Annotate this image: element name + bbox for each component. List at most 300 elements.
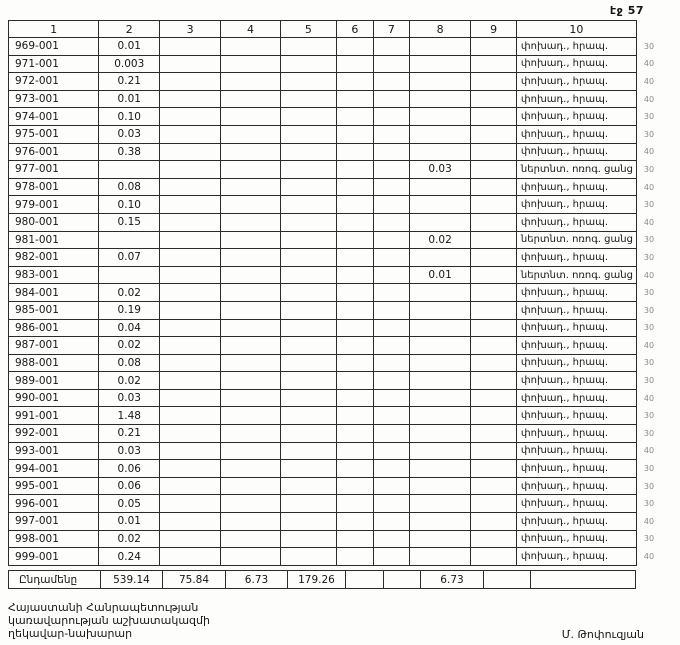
value-cell: [160, 407, 221, 425]
value-cell: [471, 477, 517, 495]
value-cell: 0.02: [409, 231, 471, 249]
value-cell: 0.24: [99, 548, 160, 566]
value-cell: [160, 337, 221, 355]
value-cell: [336, 284, 373, 302]
value-cell: [373, 372, 409, 390]
value-cell: [221, 284, 281, 302]
purpose-cell: փոխադ., հրապ.: [516, 442, 636, 460]
row-code-cell: 984-001: [9, 284, 99, 302]
margin-mark: 30: [643, 200, 655, 210]
purpose-cell: փոխադ., հրապ.: [516, 530, 636, 548]
purpose-cell: փոխադ., հրապ.: [516, 38, 636, 56]
footer-line-1: Հայաստանի Հանրապետության: [8, 601, 199, 614]
purpose-cell: փոխադ., հրապ.: [516, 460, 636, 478]
margin-mark: 30: [643, 305, 655, 315]
margin-mark: 30: [643, 252, 655, 262]
value-cell: 0.21: [99, 73, 160, 91]
row-code-cell: 995-001: [9, 477, 99, 495]
purpose-cell: փոխադ., հրապ.: [516, 407, 636, 425]
margin-mark: 40: [643, 182, 655, 192]
value-cell: [373, 73, 409, 91]
value-cell: 0.02: [99, 284, 160, 302]
value-cell: 0.01: [99, 90, 160, 108]
row-code-cell: 987-001: [9, 337, 99, 355]
table-row: [9, 266, 680, 284]
totals-value-cell: [531, 571, 636, 589]
totals-value-cell: 75.84: [163, 571, 226, 589]
purpose-cell: փոխադ., հրապ.: [516, 477, 636, 495]
footer-line-2: կառավարության աշխատակազմի: [8, 614, 210, 627]
value-cell: [160, 460, 221, 478]
table-row: [9, 196, 680, 214]
value-cell: [373, 337, 409, 355]
purpose-cell: ներտնտ. ոռոգ. ցանց: [516, 161, 636, 179]
value-cell: [373, 477, 409, 495]
purpose-cell: փոխադ., հրապ.: [516, 513, 636, 531]
margin-mark: [636, 571, 680, 589]
value-cell: [160, 196, 221, 214]
value-cell: [409, 125, 471, 143]
value-cell: [221, 530, 281, 548]
value-cell: [160, 213, 221, 231]
value-cell: [373, 354, 409, 372]
value-cell: [373, 231, 409, 249]
margin-mark: 40: [643, 59, 655, 69]
value-cell: [471, 442, 517, 460]
value-cell: [336, 108, 373, 126]
row-code-cell: 983-001: [9, 266, 99, 284]
value-cell: [280, 284, 336, 302]
purpose-cell: փոխադ., հրապ.: [516, 301, 636, 319]
value-cell: 1.48: [99, 407, 160, 425]
value-cell: 0.38: [99, 143, 160, 161]
value-cell: [160, 301, 221, 319]
value-cell: [336, 530, 373, 548]
value-cell: [409, 143, 471, 161]
value-cell: 0.05: [99, 495, 160, 513]
value-cell: [409, 55, 471, 73]
value-cell: [471, 389, 517, 407]
value-cell: [336, 389, 373, 407]
value-cell: 0.03: [99, 442, 160, 460]
value-cell: 0.10: [99, 196, 160, 214]
value-cell: [221, 548, 281, 566]
value-cell: [280, 266, 336, 284]
column-header: 3: [160, 21, 221, 38]
row-code-cell: 993-001: [9, 442, 99, 460]
totals-label-cell: Ընդամենը: [9, 571, 101, 589]
value-cell: [221, 231, 281, 249]
value-cell: [409, 513, 471, 531]
value-cell: 0.06: [99, 477, 160, 495]
purpose-cell: փոխադ., հրապ.: [516, 90, 636, 108]
value-cell: [373, 55, 409, 73]
value-cell: [373, 178, 409, 196]
value-cell: [280, 231, 336, 249]
value-cell: [221, 442, 281, 460]
value-cell: [471, 266, 517, 284]
value-cell: [336, 231, 373, 249]
value-cell: [471, 319, 517, 337]
value-cell: [471, 125, 517, 143]
value-cell: [160, 55, 221, 73]
value-cell: [221, 90, 281, 108]
totals-value-cell: 539.14: [101, 571, 163, 589]
value-cell: [471, 178, 517, 196]
totals-row: [9, 571, 680, 589]
table-row: [9, 407, 680, 425]
table-row: [9, 477, 680, 495]
value-cell: [280, 161, 336, 179]
value-cell: [336, 301, 373, 319]
column-header: 2: [99, 21, 160, 38]
value-cell: [221, 143, 281, 161]
value-cell: [336, 319, 373, 337]
value-cell: [280, 213, 336, 231]
margin-mark: 30: [643, 376, 655, 386]
row-code-cell: 986-001: [9, 319, 99, 337]
purpose-cell: ներտնտ. ոռոգ. ցանց: [516, 231, 636, 249]
row-code-cell: 988-001: [9, 354, 99, 372]
value-cell: 0.02: [99, 337, 160, 355]
table-row: [9, 530, 680, 548]
value-cell: [280, 495, 336, 513]
value-cell: [471, 73, 517, 91]
value-cell: 0.10: [99, 108, 160, 126]
value-cell: [336, 55, 373, 73]
value-cell: [409, 425, 471, 443]
purpose-cell: փոխադ., հրապ.: [516, 319, 636, 337]
value-cell: 0.01: [99, 513, 160, 531]
margin-mark: 30: [643, 411, 655, 421]
value-cell: [160, 125, 221, 143]
margin-mark: 30: [643, 235, 655, 245]
row-code-cell: 999-001: [9, 548, 99, 566]
value-cell: [471, 143, 517, 161]
value-cell: [160, 143, 221, 161]
column-header: 1: [9, 21, 99, 38]
table-row: [9, 354, 680, 372]
margin-mark: 40: [643, 147, 655, 157]
table-row: [9, 108, 680, 126]
value-cell: [280, 38, 336, 56]
value-cell: 0.21: [99, 425, 160, 443]
value-cell: [409, 73, 471, 91]
margin-mark: 40: [643, 270, 655, 280]
column-header: 6: [336, 21, 373, 38]
page-number: էջ 57: [609, 4, 644, 17]
value-cell: [373, 442, 409, 460]
value-cell: [336, 460, 373, 478]
margin-mark: [636, 21, 679, 38]
value-cell: [409, 213, 471, 231]
purpose-cell: փոխադ., հրապ.: [516, 55, 636, 73]
purpose-cell: փոխադ., հրապ.: [516, 178, 636, 196]
value-cell: [373, 213, 409, 231]
purpose-cell: փոխադ., հրապ.: [516, 284, 636, 302]
header-row: [9, 21, 680, 38]
purpose-cell: փոխադ., հրապ.: [516, 249, 636, 267]
value-cell: [221, 301, 281, 319]
value-cell: [280, 389, 336, 407]
value-cell: [280, 178, 336, 196]
value-cell: [336, 442, 373, 460]
margin-mark: 30: [643, 428, 655, 438]
value-cell: [336, 249, 373, 267]
row-code-cell: 977-001: [9, 161, 99, 179]
value-cell: [471, 55, 517, 73]
value-cell: [336, 196, 373, 214]
value-cell: [373, 425, 409, 443]
value-cell: [471, 530, 517, 548]
value-cell: 0.03: [409, 161, 471, 179]
margin-mark: 30: [643, 358, 655, 368]
value-cell: [221, 425, 281, 443]
value-cell: [471, 301, 517, 319]
margin-mark: 40: [643, 516, 655, 526]
value-cell: [373, 143, 409, 161]
row-code-cell: 969-001: [9, 38, 99, 56]
table-row: [9, 161, 680, 179]
value-cell: [336, 73, 373, 91]
value-cell: 0.04: [99, 319, 160, 337]
value-cell: [280, 319, 336, 337]
value-cell: [373, 301, 409, 319]
margin-mark: 40: [643, 446, 655, 456]
value-cell: [280, 442, 336, 460]
row-code-cell: 972-001: [9, 73, 99, 91]
margin-mark: 40: [643, 552, 655, 562]
purpose-cell: փոխադ., հրապ.: [516, 495, 636, 513]
value-cell: [280, 108, 336, 126]
value-cell: [336, 425, 373, 443]
table-row: [9, 178, 680, 196]
value-cell: [336, 213, 373, 231]
value-cell: [336, 548, 373, 566]
value-cell: [221, 266, 281, 284]
margin-mark: 30: [643, 481, 655, 491]
value-cell: [160, 495, 221, 513]
value-cell: [471, 196, 517, 214]
value-cell: [280, 354, 336, 372]
value-cell: [471, 284, 517, 302]
value-cell: [409, 284, 471, 302]
purpose-cell: ներտնտ. ոռոգ. ցանց: [516, 266, 636, 284]
row-code-cell: 975-001: [9, 125, 99, 143]
value-cell: [471, 90, 517, 108]
value-cell: [280, 372, 336, 390]
value-cell: [160, 442, 221, 460]
table-row: [9, 513, 680, 531]
value-cell: [471, 38, 517, 56]
row-code-cell: 976-001: [9, 143, 99, 161]
table-row: [9, 284, 680, 302]
value-cell: [409, 249, 471, 267]
value-cell: [336, 143, 373, 161]
row-code-cell: 974-001: [9, 108, 99, 126]
column-header: 9: [471, 21, 517, 38]
footer-signatory-block: [8, 601, 210, 640]
value-cell: 0.08: [99, 178, 160, 196]
value-cell: [373, 389, 409, 407]
totals-value-cell: [346, 571, 384, 589]
value-cell: [471, 161, 517, 179]
column-header: 5: [280, 21, 336, 38]
value-cell: [221, 319, 281, 337]
margin-mark: 40: [643, 94, 655, 104]
table-row: [9, 442, 680, 460]
table-row: [9, 90, 680, 108]
value-cell: [280, 196, 336, 214]
margin-mark: 40: [643, 76, 655, 86]
footer-line-3: ղեկավար-նախարար: [8, 627, 133, 640]
row-code-cell: 978-001: [9, 178, 99, 196]
value-cell: [160, 389, 221, 407]
value-cell: [280, 530, 336, 548]
value-cell: [409, 495, 471, 513]
purpose-cell: փոխադ., հրապ.: [516, 196, 636, 214]
value-cell: 0.03: [99, 125, 160, 143]
value-cell: [160, 319, 221, 337]
row-code-cell: 994-001: [9, 460, 99, 478]
value-cell: [221, 495, 281, 513]
value-cell: [373, 90, 409, 108]
value-cell: [373, 319, 409, 337]
row-code-cell: 990-001: [9, 389, 99, 407]
column-header: 4: [221, 21, 281, 38]
value-cell: [336, 161, 373, 179]
value-cell: [160, 425, 221, 443]
value-cell: [160, 249, 221, 267]
value-cell: [373, 495, 409, 513]
value-cell: [471, 249, 517, 267]
value-cell: [221, 460, 281, 478]
margin-mark: 30: [643, 129, 655, 139]
purpose-cell: փոխադ., հրապ.: [516, 354, 636, 372]
value-cell: [471, 495, 517, 513]
value-cell: [409, 319, 471, 337]
margin-mark: 30: [643, 534, 655, 544]
value-cell: [409, 442, 471, 460]
row-code-cell: 998-001: [9, 530, 99, 548]
margin-mark: 40: [643, 393, 655, 403]
table-row: [9, 55, 680, 73]
margin-mark: 30: [643, 288, 655, 298]
value-cell: [373, 38, 409, 56]
value-cell: [373, 284, 409, 302]
margin-mark: 30: [643, 164, 655, 174]
value-cell: [160, 284, 221, 302]
value-cell: [160, 530, 221, 548]
value-cell: [221, 513, 281, 531]
column-header: 10: [516, 21, 636, 38]
value-cell: [221, 354, 281, 372]
value-cell: 0.07: [99, 249, 160, 267]
value-cell: 0.19: [99, 301, 160, 319]
value-cell: [280, 90, 336, 108]
table-row: [9, 73, 680, 91]
totals-value-cell: [384, 571, 421, 589]
value-cell: 0.01: [99, 38, 160, 56]
value-cell: [221, 249, 281, 267]
table-row: [9, 337, 680, 355]
value-cell: [373, 548, 409, 566]
totals-value-cell: 6.73: [421, 571, 484, 589]
purpose-cell: փոխադ., հրապ.: [516, 125, 636, 143]
value-cell: [221, 372, 281, 390]
value-cell: [336, 38, 373, 56]
value-cell: [409, 337, 471, 355]
value-cell: [160, 161, 221, 179]
value-cell: [373, 460, 409, 478]
row-code-cell: 985-001: [9, 301, 99, 319]
value-cell: [471, 108, 517, 126]
value-cell: [409, 389, 471, 407]
value-cell: [336, 125, 373, 143]
value-cell: 0.02: [99, 530, 160, 548]
value-cell: [221, 161, 281, 179]
totals-value-cell: [484, 571, 531, 589]
value-cell: [409, 196, 471, 214]
value-cell: [336, 372, 373, 390]
value-cell: [280, 513, 336, 531]
value-cell: [221, 55, 281, 73]
value-cell: [221, 196, 281, 214]
value-cell: [160, 548, 221, 566]
table-row: [9, 249, 680, 267]
value-cell: [471, 213, 517, 231]
value-cell: [221, 38, 281, 56]
table-row: [9, 460, 680, 478]
value-cell: [409, 530, 471, 548]
table-row: [9, 231, 680, 249]
value-cell: [373, 249, 409, 267]
table-row: [9, 495, 680, 513]
purpose-cell: փոխադ., հրապ.: [516, 389, 636, 407]
data-table: [8, 20, 680, 566]
purpose-cell: փոխադ., հրապ.: [516, 143, 636, 161]
row-code-cell: 991-001: [9, 407, 99, 425]
value-cell: [221, 73, 281, 91]
value-cell: [280, 460, 336, 478]
totals-value-cell: 179.26: [288, 571, 346, 589]
value-cell: [280, 55, 336, 73]
value-cell: [409, 354, 471, 372]
value-cell: [280, 425, 336, 443]
value-cell: 0.08: [99, 354, 160, 372]
value-cell: [280, 301, 336, 319]
value-cell: [409, 108, 471, 126]
value-cell: [99, 161, 160, 179]
value-cell: [471, 354, 517, 372]
margin-mark: 40: [643, 217, 655, 227]
margin-mark: 30: [643, 323, 655, 333]
purpose-cell: փոխադ., հրապ.: [516, 548, 636, 566]
value-cell: [373, 161, 409, 179]
value-cell: [373, 108, 409, 126]
value-cell: [160, 73, 221, 91]
value-cell: [409, 477, 471, 495]
purpose-cell: փոխադ., հրապ.: [516, 108, 636, 126]
purpose-cell: փոխադ., հրապ.: [516, 213, 636, 231]
column-header: 7: [373, 21, 409, 38]
value-cell: [160, 178, 221, 196]
value-cell: [471, 513, 517, 531]
table-row: [9, 319, 680, 337]
value-cell: [409, 372, 471, 390]
value-cell: 0.003: [99, 55, 160, 73]
row-code-cell: 982-001: [9, 249, 99, 267]
